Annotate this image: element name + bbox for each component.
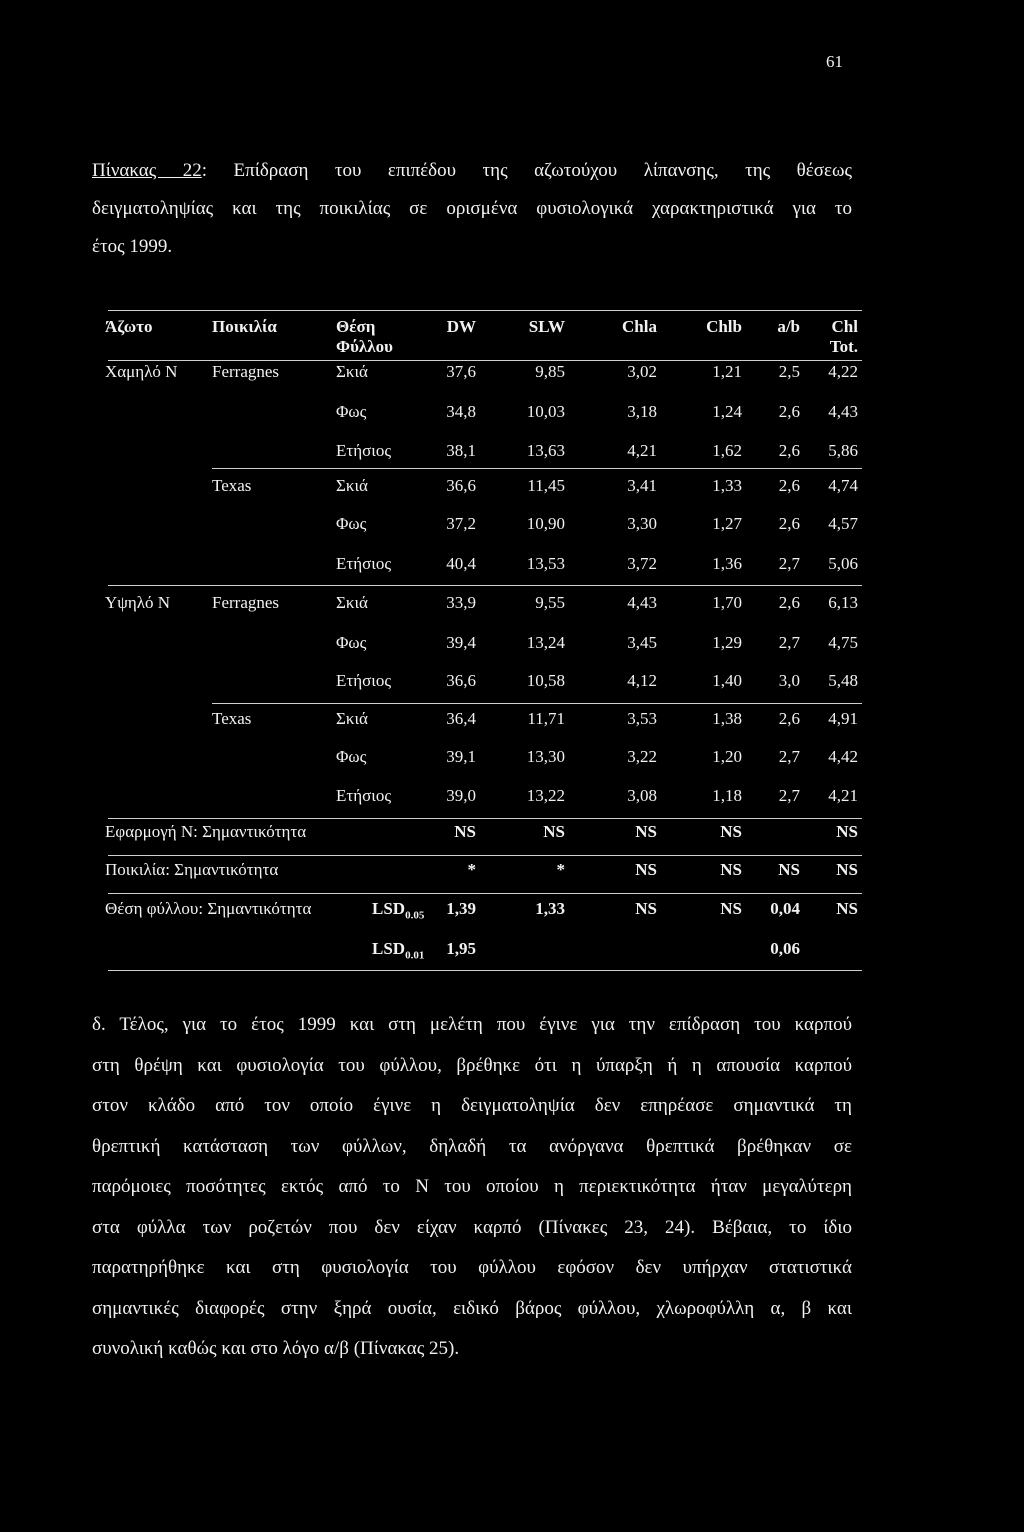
row-variety: Texas [212,709,252,728]
table-cell-chla: 4,12 [627,671,657,690]
stats-cell-dw: 1,39 [446,899,476,918]
paragraph-line: σημαντικές διαφορές στην ξηρά ουσία, ειδικό βάρος φύλλου, χλωροφύλλη α, β και [92,1297,852,1319]
table-cell-tot: 5,86 [828,441,858,460]
table-cell-slw: 13,30 [526,747,565,766]
header-variety: Ποικιλία [212,317,277,336]
table-cell-tot: 4,42 [828,747,858,766]
table-cell-ab: 2,7 [778,633,800,652]
stats-cell-ab: 0,06 [770,939,800,958]
table-cell-dw: 33,9 [446,593,476,612]
table-cell-chlb: 1,24 [712,402,742,421]
header-slw: SLW [528,317,565,336]
table-cell-ab: 3,0 [778,671,800,690]
paragraph-line: δ. Τέλος, για το έτος 1999 και στη μελέτη που έγινε για την επίδραση του καρπού [92,1014,852,1035]
table-cell-dw: 37,6 [446,362,476,381]
table-cell-dw: 38,1 [446,441,476,460]
stats-cell-chla: NS [635,860,657,879]
table-cell-chla: 3,41 [627,476,657,495]
table-cell-tot: 5,06 [828,554,858,573]
stats-label: Ποικιλία: Σημαντικότητα [105,860,279,879]
table-cell-ab: 2,6 [778,593,800,612]
table-cell-ab: 2,6 [778,402,800,421]
rule-variety [108,855,862,856]
paragraph-line: στα φύλλα των ροζετών που δεν είχαν καρπό (Πίνακες 23, 24). Βέβαια, το ίδιο [92,1216,852,1238]
table-cell-slw: 11,45 [527,476,565,495]
lsd-level: 0.01 [405,949,425,962]
paragraph-line: στη θρέψη και φυσιολογία του φύλλου, βρέθηκε ότι η ύπαρξη ή η απουσία καρπού [92,1054,852,1076]
row-leaf-position: Φως [336,514,367,533]
table-cell-chlb: 1,38 [712,709,742,728]
paragraph-line: παρόμοιες ποσότητες εκτός από το Ν του οποίου η περιεκτικότητα ήταν μεγαλύτερη [92,1176,852,1197]
body-paragraph [92,1005,852,1370]
table-cell-slw: 11,71 [527,709,565,728]
table-cell-slw: 13,53 [526,554,565,573]
stats-cell-slw: * [556,860,565,879]
header-chla: Chla [622,317,657,336]
table-cell-slw: 13,24 [526,633,565,652]
caption-line-1-text: : Επίδραση του επιπέδου της αζωτούχου λίπανσης, της θέσεως [201,160,853,181]
table-cell-chla: 3,22 [627,747,657,766]
header-dw: DW [446,317,476,336]
table-cell-dw: 39,0 [446,786,476,805]
header-nitrogen: Άζωτο [105,317,153,336]
table-cell-chla: 3,30 [627,514,657,533]
row-leaf-position: Σκιά [336,593,368,612]
row-leaf-position: Φως [336,747,367,766]
row-nitrogen-level: Υψηλό Ν [105,593,171,612]
table-cell-ab: 2,7 [778,747,800,766]
stats-cell-ab: 0,04 [770,899,800,918]
stats-label: Εφαρμογή Ν: Σημαντικότητα [105,822,307,841]
stats-cell-tot: NS [836,899,858,918]
table-top-rule [108,310,862,311]
rule-position [108,893,862,894]
row-variety: Texas [212,476,252,495]
table-cell-chla: 3,02 [627,362,657,381]
table-cell-slw: 9,55 [535,593,565,612]
stats-cell-chlb: NS [720,822,742,841]
table-cell-ab: 2,5 [778,362,800,381]
stats-cell-dw: NS [454,822,476,841]
table-cell-slw: 10,58 [526,671,565,690]
rule-stats [108,818,862,819]
stats-cell-dw: 1,95 [446,939,476,958]
caption-line-3: έτος 1999. [92,236,173,257]
rule-texas-low [212,468,862,469]
row-variety: Ferragnes [212,593,280,612]
table-cell-tot: 4,43 [828,402,858,421]
stats-cell-dw: * [467,860,476,879]
stats-cell-slw: 1,33 [535,899,565,918]
row-leaf-position: Ετήσιος [336,554,392,573]
table-cell-chlb: 1,27 [712,514,742,533]
table-cell-chla: 3,72 [627,554,657,573]
rule-texas-high [212,703,862,704]
row-leaf-position: Ετήσιος [336,441,392,460]
table-bottom-rule [108,970,862,971]
table-cell-chla: 4,43 [627,593,657,612]
row-leaf-position: Σκιά [336,476,368,495]
paragraph-line: συνολική καθώς και στο λόγο α/β (Πίνακας 25). [92,1338,460,1359]
table-cell-ab: 2,6 [778,476,800,495]
page-number: 61 [826,52,843,71]
table-cell-slw: 10,90 [526,514,565,533]
table-cell-dw: 37,2 [446,514,476,533]
table-cell-chla: 3,08 [627,786,657,805]
table-caption [92,152,852,266]
stats-label: Θέση φύλλου: Σημαντικότητα [105,899,312,918]
stats-cell-chlb: NS [720,899,742,918]
table-cell-ab: 2,7 [778,554,800,573]
table-cell-dw: 36,6 [446,476,476,495]
header-position: Θέση [336,317,376,336]
caption-line-2: δειγματοληψίας και της ποικιλίας σε ορισμένα φυσιολογικά χαρακτηριστικά για το [92,198,852,219]
rule-high-n [108,585,862,586]
table-cell-chlb: 1,21 [712,362,742,381]
table-cell-tot: 4,74 [828,476,858,495]
row-leaf-position: Σκιά [336,362,368,381]
table-cell-chlb: 1,29 [712,633,742,652]
table-cell-dw: 34,8 [446,402,476,421]
table-cell-ab: 2,6 [778,709,800,728]
header-chl-tot: Chl [831,317,858,336]
stats-cell-chla: NS [635,899,657,918]
table-cell-chla: 3,53 [627,709,657,728]
header-ab: a/b [777,317,800,336]
table-cell-tot: 4,21 [828,786,858,805]
header-position-2: Φύλλου [336,337,393,356]
table-cell-chla: 3,18 [627,402,657,421]
table-cell-tot: 5,48 [828,671,858,690]
stats-cell-slw: NS [543,822,565,841]
table-cell-chla: 4,21 [627,441,657,460]
row-leaf-position: Ετήσιος [336,671,392,690]
row-variety: Ferragnes [212,362,280,381]
row-leaf-position: Ετήσιος [336,786,392,805]
table-cell-slw: 9,85 [535,362,565,381]
paragraph-line: παρατηρήθηκε και στη φυσιολογία του φύλλου εφόσον δεν υπήρχαν στατιστικά [92,1257,852,1278]
row-leaf-position: Φως [336,633,367,652]
caption-line-1 [92,152,852,190]
header-chlb: Chlb [706,317,742,336]
table-cell-chlb: 1,40 [712,671,742,690]
table-cell-slw: 13,22 [526,786,565,805]
stats-cell-chlb: NS [720,860,742,879]
lsd-level: 0.05 [405,909,425,922]
table-cell-chlb: 1,20 [712,747,742,766]
row-leaf-position: Σκιά [336,709,368,728]
table-cell-chlb: 1,33 [712,476,742,495]
table-cell-tot: 4,75 [828,633,858,652]
table-cell-slw: 10,03 [526,402,565,421]
table-cell-ab: 2,6 [778,441,800,460]
lsd-text: LSD [372,939,406,958]
header-rule [108,360,862,361]
table-cell-dw: 40,4 [446,554,476,573]
table-cell-dw: 36,6 [446,671,476,690]
row-nitrogen-level: Χαμηλό Ν [105,362,178,381]
table-cell-slw: 13,63 [526,441,565,460]
table-cell-chlb: 1,18 [712,786,742,805]
table-cell-dw: 36,4 [446,709,476,728]
row-leaf-position: Φως [336,402,367,421]
table-cell-tot: 4,91 [828,709,858,728]
table-cell-ab: 2,7 [778,786,800,805]
table-cell-ab: 2,6 [778,514,800,533]
table-cell-chlb: 1,70 [712,593,742,612]
table-cell-tot: 4,57 [828,514,858,533]
stats-cell-chla: NS [635,822,657,841]
stats-cell-tot: NS [836,860,858,879]
stats-cell-tot: NS [836,822,858,841]
table-cell-chla: 3,45 [627,633,657,652]
caption-label: Πίνακας 22 [92,160,202,181]
table-cell-tot: 4,22 [828,362,858,381]
header-chl-tot-2: Tot. [829,337,858,356]
table-cell-tot: 6,13 [828,593,858,612]
table-cell-dw: 39,4 [446,633,476,652]
paragraph-line: θρεπτική κατάσταση των φύλλων, δηλαδή τα ανόργανα θρεπτικά βρέθηκαν σε [92,1135,852,1157]
stats-cell-ab: NS [778,860,800,879]
table-cell-chlb: 1,62 [712,441,742,460]
table-cell-chlb: 1,36 [712,554,742,573]
paragraph-line: στον κλάδο από τον οποίο έγινε η δειγματοληψία δεν επηρέασε σημαντικά τη [92,1095,852,1116]
table-cell-dw: 39,1 [446,747,476,766]
lsd-text: LSD [372,899,406,918]
